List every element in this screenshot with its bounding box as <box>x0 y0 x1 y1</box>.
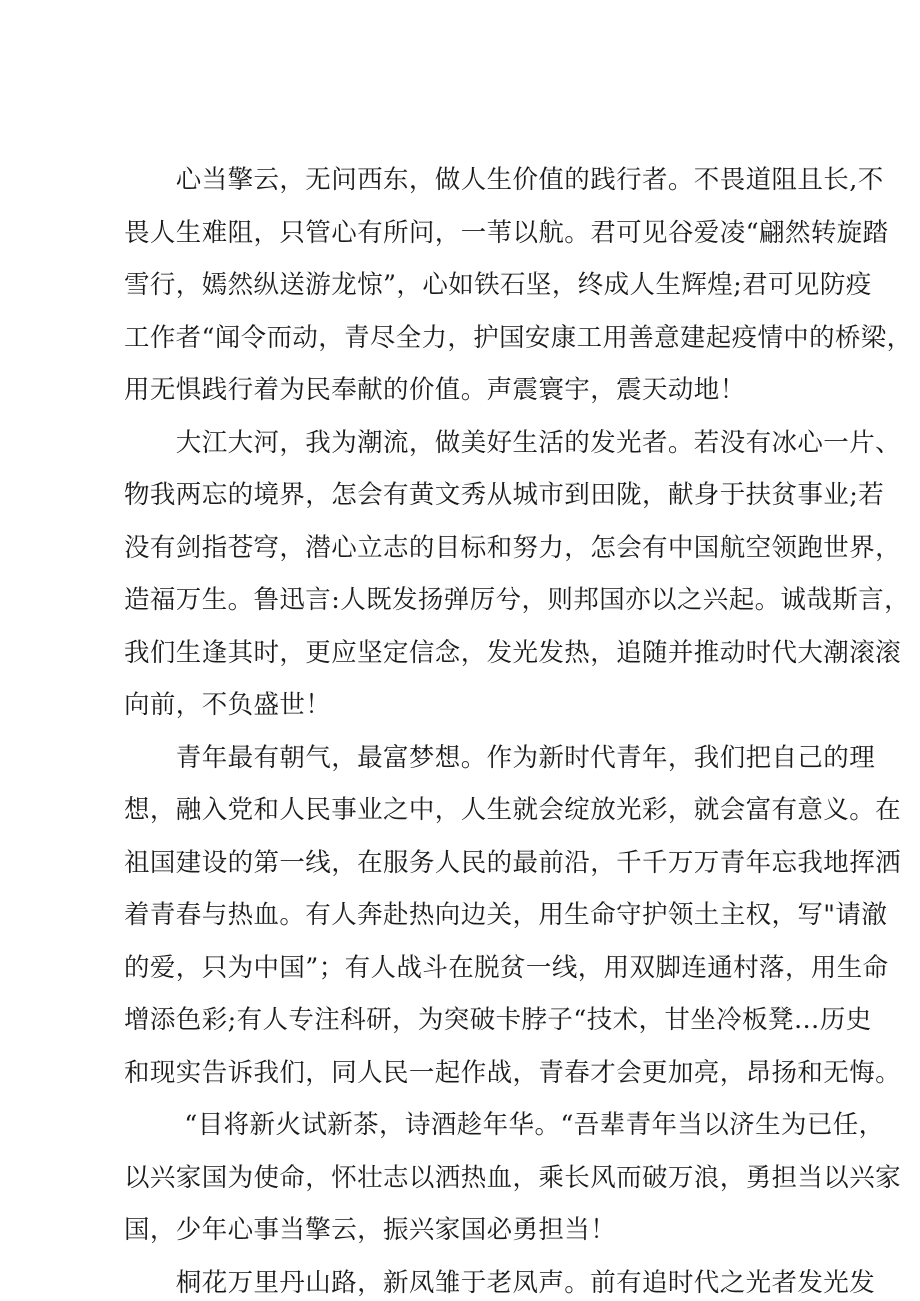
paragraph-3-line-7: 和现实告诉我们，同人民一起作战，青春才会更加亮，昂扬和无悔。 <box>124 1058 902 1088</box>
paragraph-1-line-2: 畏人生难阻，只管心有所问，一苇以航。君可见谷爱凌“翩然转旋踏 <box>124 218 889 248</box>
paragraph-2-line-4: 造福万生。鲁迅言:人既发扬弹厉兮，则邦国亦以之兴起。诚哉斯言， <box>124 585 910 615</box>
paragraph-4-line-1: “目将新火试新茶，诗酒趁年华。“吾辈青年当以济生为已任， <box>124 1110 885 1140</box>
paragraph-3-line-2: 想，融入党和人民事业之中，人生就会绽放光彩，就会富有意义。在 <box>124 795 902 825</box>
paragraph-3-line-5: 的爱，只为中国”；有人战斗在脱贫一线，用双脚连通村落，用生命 <box>124 953 889 983</box>
paragraph-1-line-5: 用无惧践行着为民奉献的价值。声震寰宇，震天动地！ <box>124 375 746 405</box>
paragraph-4-line-3: 国，少年心事当擎云，振兴家国必勇担当！ <box>124 1215 617 1245</box>
paragraph-3-line-6: 增添色彩;有人专注科研，为突破卡脖子“技术，甘坐冷板凳…历史 <box>124 1005 872 1035</box>
paragraph-1-line-3: 雪行，嫣然纵送游龙惊”，心如铁石坚，终成人生辉煌;君可见防疫 <box>124 270 872 300</box>
paragraph-2-line-6: 向前，不负盛世！ <box>124 690 332 720</box>
paragraph-2-line-2: 物我两忘的境界，怎会有黄文秀从城市到田陇，献身于扶贫事业;若 <box>124 480 885 510</box>
paragraph-2-line-5: 我们生逢其时，更应坚定信念，发光发热，追随并推动时代大潮滚滚 <box>124 638 902 668</box>
paragraph-3-line-3: 祖国建设的第一线，在服务人民的最前沿，千千万万青年忘我地挥洒 <box>124 848 902 878</box>
paragraph-2-line-1: 大江大河，我为潮流，做美好生活的发光者。若没有冰心一片、 <box>124 428 902 458</box>
paragraph-3-line-4: 着青春与热血。有人奔赴热向边关，用生命守护领土主权，写"请澈 <box>124 900 888 930</box>
paragraph-2-line-3: 没有剑指苍穹，潜心立志的目标和努力，怎会有中国航空领跑世界， <box>124 533 902 563</box>
paragraph-3-line-1: 青年最有朝气，最富梦想。作为新时代青年，我们把自己的理 <box>124 743 876 773</box>
paragraph-4-line-2: 以兴家国为使命，怀壮志以洒热血，乘长风而破万浪，勇担当以兴家 <box>124 1163 902 1193</box>
paragraph-1-line-1: 心当擎云，无问西东，做人生价值的践行者。不畏道阻且长,不 <box>124 165 884 195</box>
paragraph-1-line-4: 工作者“闻令而动，青尽全力，护国安康工用善意建起疫情中的桥梁， <box>124 323 913 353</box>
paragraph-5-line-1: 桐花万里丹山路，新凤雏于老凤声。前有追时代之光者发光发 <box>124 1268 876 1298</box>
